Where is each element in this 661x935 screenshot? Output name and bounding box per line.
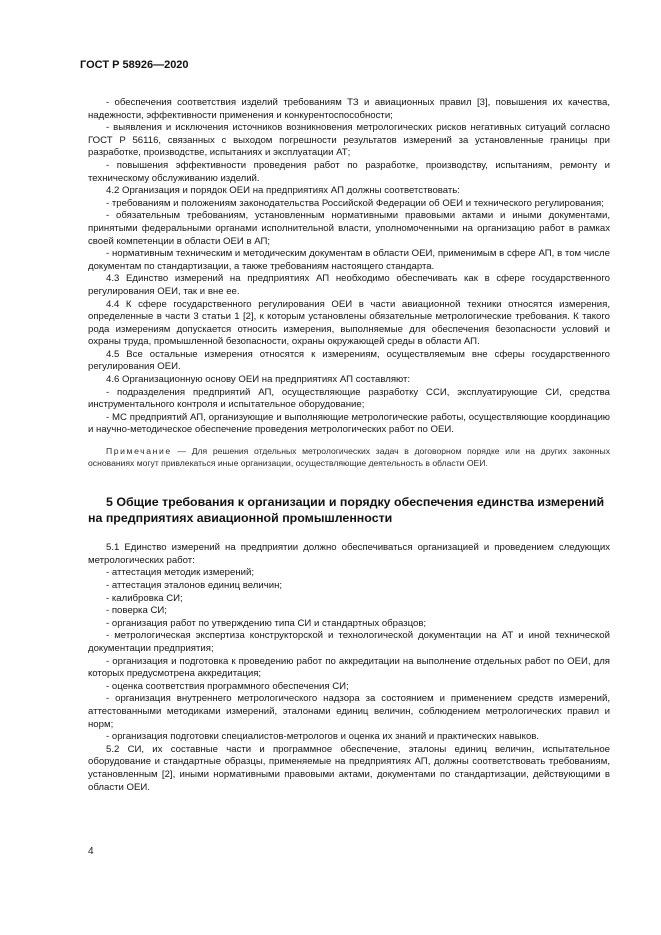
paragraph: 4.6 Организационную основу ОЕИ на предприятиях АП составляют: <box>106 374 411 386</box>
document-code-header: ГОСТ Р 58926—2020 <box>80 59 189 71</box>
paragraph: 5.1 Единство измерений на предприятии должно обеспечиваться организацией и проведением следующих метрологических работ: <box>88 542 610 566</box>
page-number: 4 <box>88 846 94 857</box>
list-item: - организация подготовки специалистов-метрологов и оценка их знаний и практических навыков. <box>106 731 540 743</box>
paragraph: 4.5 Все остальные измерения относятся к измерениям, осуществляемым вне сферы государственного регулирования ОЕИ. <box>88 348 610 373</box>
note <box>88 446 610 469</box>
section-heading: 5 Общие требования к организации и порядку обеспечения единства измерений на предприятиях авиационной промышленности <box>88 495 605 526</box>
list-item: - аттестация эталонов единиц величин; <box>106 580 283 591</box>
note-label: Примечание <box>106 446 172 457</box>
list-item: - оценка соответствия программного обеспечения СИ; <box>106 680 349 692</box>
list-item: - метрологическая экспертиза конструкторской и технологической документации на АТ и иной технической документации предприятия; <box>88 630 610 654</box>
paragraph: - МС предприятий АП, организующие и выполняющие метрологические работы, осуществляющие координацию и научно-методическое обеспечение проведения метрологических работ по ОЕИ. <box>88 411 610 436</box>
paragraph: - обязательным требованиям, установленным нормативными правовыми актами и иными документами, принятыми федеральными органами исполнительной власти, уполномоченными на организацию работ в рамках своей компетенции в области ОЕИ в АП; <box>88 210 610 247</box>
paragraph: 4.3 Единство измерений на предприятиях АП необходимо обеспечивать как в сфере государственного регулирования ОЕИ, так и вне ее. <box>88 273 610 297</box>
list-item: - аттестация методик измерений; <box>106 567 255 579</box>
paragraph: - подразделения предприятий АП, осуществляющие разработку ССИ, эксплуатирующие СИ, средства инструментального контроля и испытательное оборудование; <box>88 386 610 411</box>
paragraph: - требованиям и положениям законодательства Российской Федерации об ОЕИ и технического регулирования; <box>106 197 604 209</box>
list-item: - организация работ по утверждению типа СИ и стандартных образцов; <box>106 617 427 629</box>
list-item: - калибровка СИ; <box>106 592 183 604</box>
paragraph: - обеспечения соответствия изделий требованиям ТЗ и авиационных правил [3], повышения их качества, надежности, эффективности применения и конкурентоспособности; <box>88 97 610 121</box>
list-item: - организация и подготовка к проведению работ по аккредитации на выполнение отдельных работ по ОЕИ, для которых предусмотрена аккредитация; <box>88 655 610 680</box>
list-item: - организация внутреннего метрологического надзора за состоянием и применением средств измерений, аттестованными методиками измерений, эталонами единиц величин, соблюдением метрологических правил и норм; <box>88 693 610 730</box>
list-item: - поверка СИ; <box>106 605 167 617</box>
paragraph: 4.2 Организация и порядок ОЕИ на предприятиях АП должны соответствовать: <box>106 185 460 197</box>
page-content <box>88 97 610 794</box>
paragraph: - повышения эффективности проведения работ по разработке, производству, испытаниям, ремонту и техническому обслуживанию изделий. <box>88 159 610 184</box>
note-text: — Для решения отдельных метрологических задач в договорном порядке или на других законных основаниях могут привлекаться иные организации, осуществляющие деятельность в области ОЕИ. <box>88 446 610 468</box>
paragraph: - нормативным техническим и методическим документам в области ОЕИ, применимым в сфере АП, в том числе документам по стандартизации, а также требованиям настоящего стандарта. <box>88 248 610 272</box>
paragraph: - выявления и исключения источников возникновения метрологических рисков негативных ситуаций согласно ГОСТ Р 56116, связанных с выходом погрешности результатов измерений за установленные границы при разработке, производстве, испытаниях и эксплуатации АТ; <box>88 122 610 159</box>
paragraph: 4.4 К сфере государственного регулирования ОЕИ в части авиационной техники относятся измерения, определенные в части 3 статьи 1 [2], к которым установлены обязательные метрологические требования. К такого рода измерениям допускается относить измерения, выполняемые для обеспечения безопасности условий и охраны труда, промышленной безопасности, охраны окружающей среды в области АП. <box>88 298 610 348</box>
paragraph: 5.2 СИ, их составные части и программное обеспечение, эталоны единиц величин, испытательное оборудование и стандартные образцы, применяемые на предприятиях АП, должны соответствовать требованиям, установленным [2], иными нормативными правовыми актами, документами по стандартизации, действующими в области ОЕИ. <box>88 743 610 793</box>
